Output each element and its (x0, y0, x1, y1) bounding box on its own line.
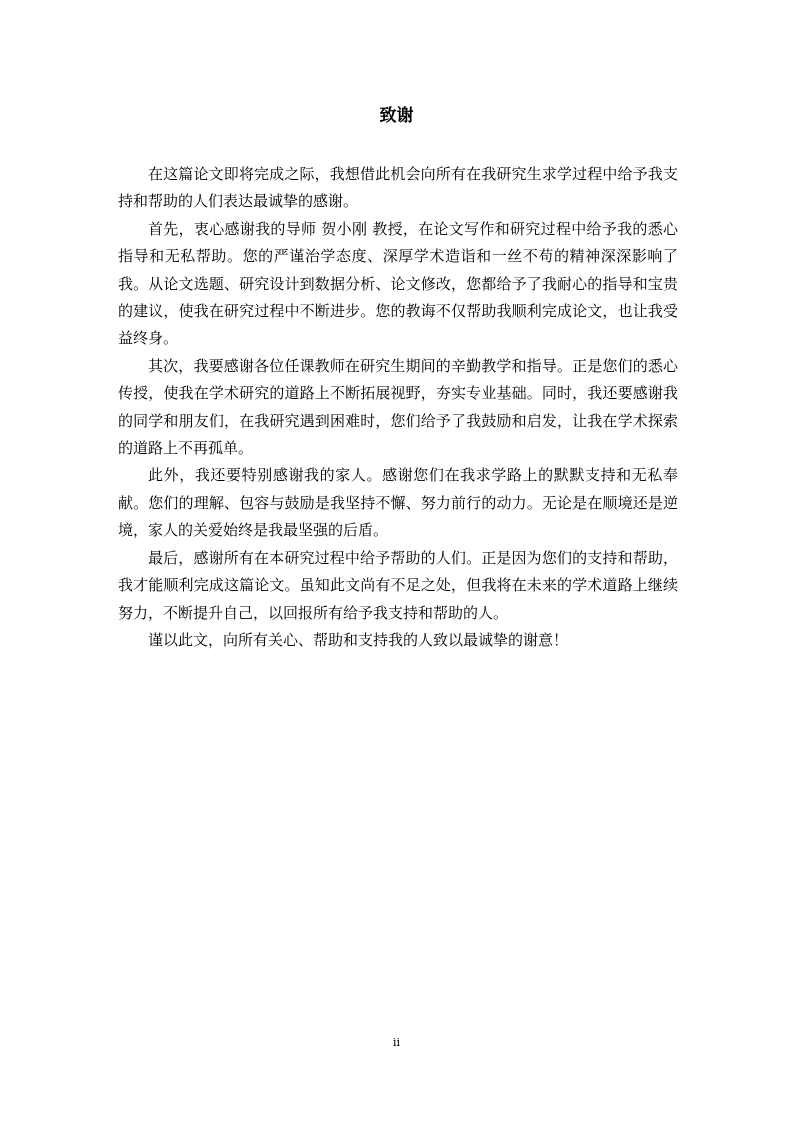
paragraph-intro: 在这篇论文即将完成之际，我想借此机会向所有在我研究生求学过程中给予我支持和帮助的人们表达最诚挚的感谢。 (118, 165, 678, 211)
paragraph-closing: 最后，感谢所有在本研究过程中给予帮助的人们。正是因为您们的支持和帮助，我才能顺利完成这篇论文。虽知此文尚有不足之处，但我将在未来的学术道路上继续努力，不断提升自己，以回报所有给予我支持和帮助的人。 (118, 548, 678, 622)
page-title: 致谢 (379, 106, 414, 126)
acknowledgement-body (118, 161, 678, 654)
paragraph-family: 此外，我还要特别感谢我的家人。感谢您们在我求学路上的默默支持和无私奉献。您们的理解、包容与鼓励是我坚持不懈、努力前行的动力。无论是在顺境还是逆境，家人的关爱始终是我最坚强的后盾。 (118, 466, 678, 540)
paragraph-advisor: 首先，衷心感谢我的导师 贺小刚 教授，在论文写作和研究过程中给予我的悉心指导和无私帮助。您的严谨治学态度、深厚学术造诣和一丝不苟的精神深深影响了我。从论文选题、研究设计到数据分析、论文修改，您都给予了我耐心的指导和宝贵的建议，使我在研究过程中不断进步。您的教诲不仅帮助我顺利完成论文，也让我受益终身。 (118, 219, 678, 348)
page-number: ii (392, 1036, 401, 1049)
paragraph-final-thanks: 谨以此文，向所有关心、帮助和支持我的人致以最诚挚的谢意！ (148, 630, 569, 649)
paragraph-teachers-friends: 其次，我要感谢各位任课教师在研究生期间的辛勤教学和指导。正是您们的悉心传授，使我在学术研究的道路上不断拓展视野，夯实专业基础。同时，我还要感谢我的同学和朋友们，在我研究遇到困难时，您们给予了我鼓励和启发，让我在学术探索的道路上不再孤单。 (118, 356, 678, 458)
